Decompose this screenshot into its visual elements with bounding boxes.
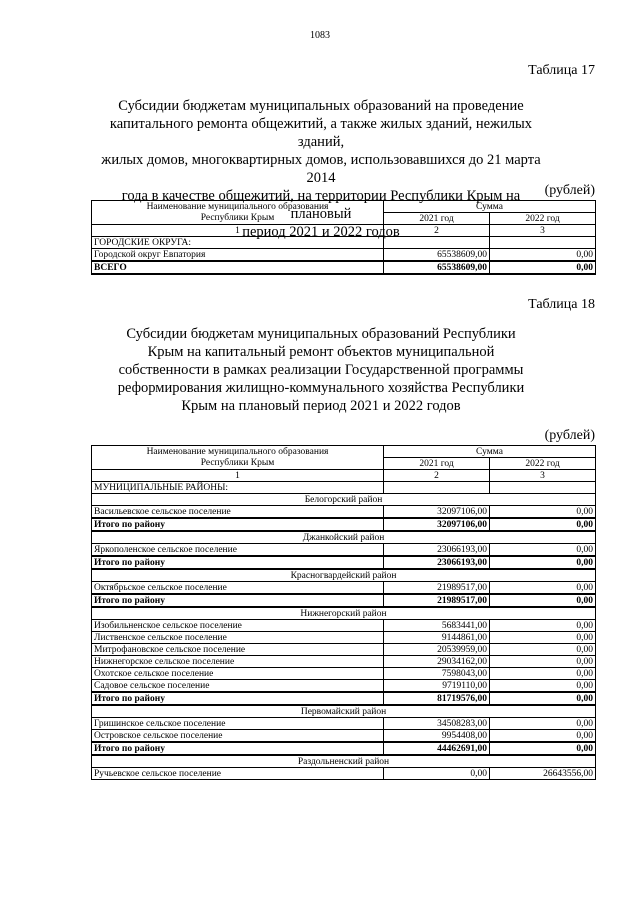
total-name: Итого по району — [92, 742, 384, 755]
table17-header-sum: Сумма — [384, 201, 596, 213]
total-2021: 65538609,00 — [384, 261, 490, 274]
table-row — [92, 680, 596, 693]
table-row — [92, 582, 596, 595]
table17-title-line: Субсидии бюджетам муниципальных образований на проведение — [118, 98, 524, 114]
table17-colnum-3: 3 — [490, 225, 596, 237]
total-name: Итого по району — [92, 556, 384, 569]
row-2021: 5683441,00 — [384, 620, 490, 632]
district-name: Красногвардейский район — [92, 569, 596, 582]
row-2021: 29034162,00 — [384, 656, 490, 668]
row-name: Лиственское сельское поселение — [92, 632, 384, 644]
district-total-row — [92, 742, 596, 755]
row-2021: 65538609,00 — [384, 249, 490, 262]
total-2021: 44462691,00 — [384, 742, 490, 755]
row-2021: 9719110,00 — [384, 680, 490, 693]
row-name: Васильевское сельское поселение — [92, 506, 384, 519]
district-name: Белогорский район — [92, 494, 596, 506]
row-2022: 0,00 — [490, 644, 596, 656]
total-2021: 32097106,00 — [384, 518, 490, 531]
table18-header-name — [92, 446, 384, 470]
row-name: Октябрьское сельское поселение — [92, 582, 384, 595]
total-2022: 0,00 — [490, 742, 596, 755]
table-row — [92, 544, 596, 557]
table-row — [92, 249, 596, 262]
district-header-row — [92, 494, 596, 506]
total-name: ВСЕГО — [92, 261, 384, 274]
row-name: Нижнегорское сельское поселение — [92, 656, 384, 668]
total-name: Итого по району — [92, 692, 384, 705]
table17-header-name-line2: Республики Крым — [200, 212, 275, 223]
row-name: Митрофановское сельское поселение — [92, 644, 384, 656]
district-total-row — [92, 692, 596, 705]
row-2021: 0,00 — [384, 768, 490, 780]
row-2022: 0,00 — [490, 620, 596, 632]
row-name: Садовое сельское поселение — [92, 680, 384, 693]
row-name: Изобильненское сельское поселение — [92, 620, 384, 632]
table17-title-line: капитального ремонта общежитий, а также жилых зданий, нежилых зданий, — [109, 116, 533, 150]
row-2021: 21989517,00 — [384, 582, 490, 595]
district-total-row — [92, 518, 596, 531]
empty-cell — [384, 237, 490, 249]
district-total-row — [92, 556, 596, 569]
district-name: Первомайский район — [92, 705, 596, 718]
row-2021: 7598043,00 — [384, 668, 490, 680]
table17-title-line: период 2021 и 2022 годов — [242, 224, 400, 240]
row-2022: 0,00 — [490, 680, 596, 693]
table18-title-line: Субсидии бюджетам муниципальных образований Республики — [126, 326, 516, 342]
row-name: Охотское сельское поселение — [92, 668, 384, 680]
row-2022: 0,00 — [490, 718, 596, 730]
table17-colnum-2: 2 — [384, 225, 490, 237]
table-row — [92, 668, 596, 680]
table18-title — [90, 325, 552, 415]
total-2021: 81719576,00 — [384, 692, 490, 705]
table17-title-line: года в качестве общежитий, на территории Республики Крым на плановый — [121, 188, 521, 222]
table18-header-2021: 2021 год — [384, 458, 490, 470]
total-name: Итого по району — [92, 594, 384, 607]
table18-title-line: реформирования жилищно-коммунального хозяйства Республики — [117, 380, 525, 396]
table18-header-2022: 2022 год — [490, 458, 596, 470]
district-name: Нижнегорский район — [92, 607, 596, 620]
table-row — [92, 620, 596, 632]
row-name: Городской округ Евпатория — [92, 249, 384, 262]
total-2022: 0,00 — [490, 692, 596, 705]
table18-header-name-line2: Республики Крым — [200, 457, 275, 468]
table17-label: Таблица 17 — [528, 63, 595, 78]
row-name: Ручьевское сельское поселение — [92, 768, 384, 780]
table17 — [91, 200, 596, 275]
table17-header-name — [92, 201, 384, 225]
table-row — [92, 718, 596, 730]
row-2021: 34508283,00 — [384, 718, 490, 730]
row-2022: 0,00 — [490, 730, 596, 743]
table-row — [92, 506, 596, 519]
row-2021: 20539959,00 — [384, 644, 490, 656]
table-row — [92, 644, 596, 656]
table17-header-2022: 2022 год — [490, 213, 596, 225]
table17-header-2021: 2021 год — [384, 213, 490, 225]
row-2022: 0,00 — [490, 506, 596, 519]
row-name: Гришинское сельское поселение — [92, 718, 384, 730]
table18-label: Таблица 18 — [528, 297, 595, 312]
district-total-row — [92, 594, 596, 607]
table18-title-line: собственности в рамках реализации Государственной программы — [118, 362, 524, 378]
row-2022: 26643556,00 — [490, 768, 596, 780]
table17-title-line: жилых домов, многоквартирных домов, использовавшихся до 21 марта 2014 — [101, 152, 541, 186]
row-2021: 9144861,00 — [384, 632, 490, 644]
table18-header-sum: Сумма — [384, 446, 596, 458]
district-header-row — [92, 755, 596, 768]
table18-colnum-3: 3 — [490, 470, 596, 482]
table17-header-name-line1: Наименование муниципального образования — [146, 201, 329, 212]
row-2022: 0,00 — [490, 656, 596, 668]
district-header-row — [92, 607, 596, 620]
table18-colnum-1: 1 — [92, 470, 384, 482]
empty-cell — [490, 237, 596, 249]
total-2022: 0,00 — [490, 594, 596, 607]
district-header-row — [92, 531, 596, 544]
total-2022: 0,00 — [490, 518, 596, 531]
row-2021: 23066193,00 — [384, 544, 490, 557]
row-2022: 0,00 — [490, 544, 596, 557]
table17-unit: (рублей) — [544, 183, 595, 198]
table-row — [92, 730, 596, 743]
table17-colnum-1: 1 — [92, 225, 384, 237]
table18-colnum-2: 2 — [384, 470, 490, 482]
total-2021: 23066193,00 — [384, 556, 490, 569]
total-2021: 21989517,00 — [384, 594, 490, 607]
table18-section: МУНИЦИПАЛЬНЫЕ РАЙОНЫ: — [92, 482, 384, 494]
row-2022: 0,00 — [490, 582, 596, 595]
total-name: Итого по району — [92, 518, 384, 531]
empty-cell — [384, 482, 490, 494]
district-header-row — [92, 569, 596, 582]
row-2022: 0,00 — [490, 668, 596, 680]
table17-total-row — [92, 261, 596, 274]
empty-cell — [490, 482, 596, 494]
row-2022: 0,00 — [490, 632, 596, 644]
table18-title-line: Крым на капитальный ремонт объектов муниципальной — [147, 344, 495, 360]
page-number: 1083 — [310, 30, 330, 41]
row-2021: 9954408,00 — [384, 730, 490, 743]
district-name: Джанкойский район — [92, 531, 596, 544]
district-header-row — [92, 705, 596, 718]
table18-body — [92, 494, 596, 780]
table18-unit: (рублей) — [544, 428, 595, 443]
row-name: Яркополенское сельское поселение — [92, 544, 384, 557]
table17-section: ГОРОДСКИЕ ОКРУГА: — [92, 237, 384, 249]
table18 — [91, 445, 596, 780]
table-row — [92, 632, 596, 644]
row-2021: 32097106,00 — [384, 506, 490, 519]
total-2022: 0,00 — [490, 556, 596, 569]
table18-title-line: Крым на плановый период 2021 и 2022 годов — [181, 398, 461, 414]
district-name: Раздольненский район — [92, 755, 596, 768]
table18-header-name-line1: Наименование муниципального образования — [146, 446, 329, 457]
table-row — [92, 768, 596, 780]
total-2022: 0,00 — [490, 261, 596, 274]
row-name: Островское сельское поселение — [92, 730, 384, 743]
row-2022: 0,00 — [490, 249, 596, 262]
table-row — [92, 656, 596, 668]
